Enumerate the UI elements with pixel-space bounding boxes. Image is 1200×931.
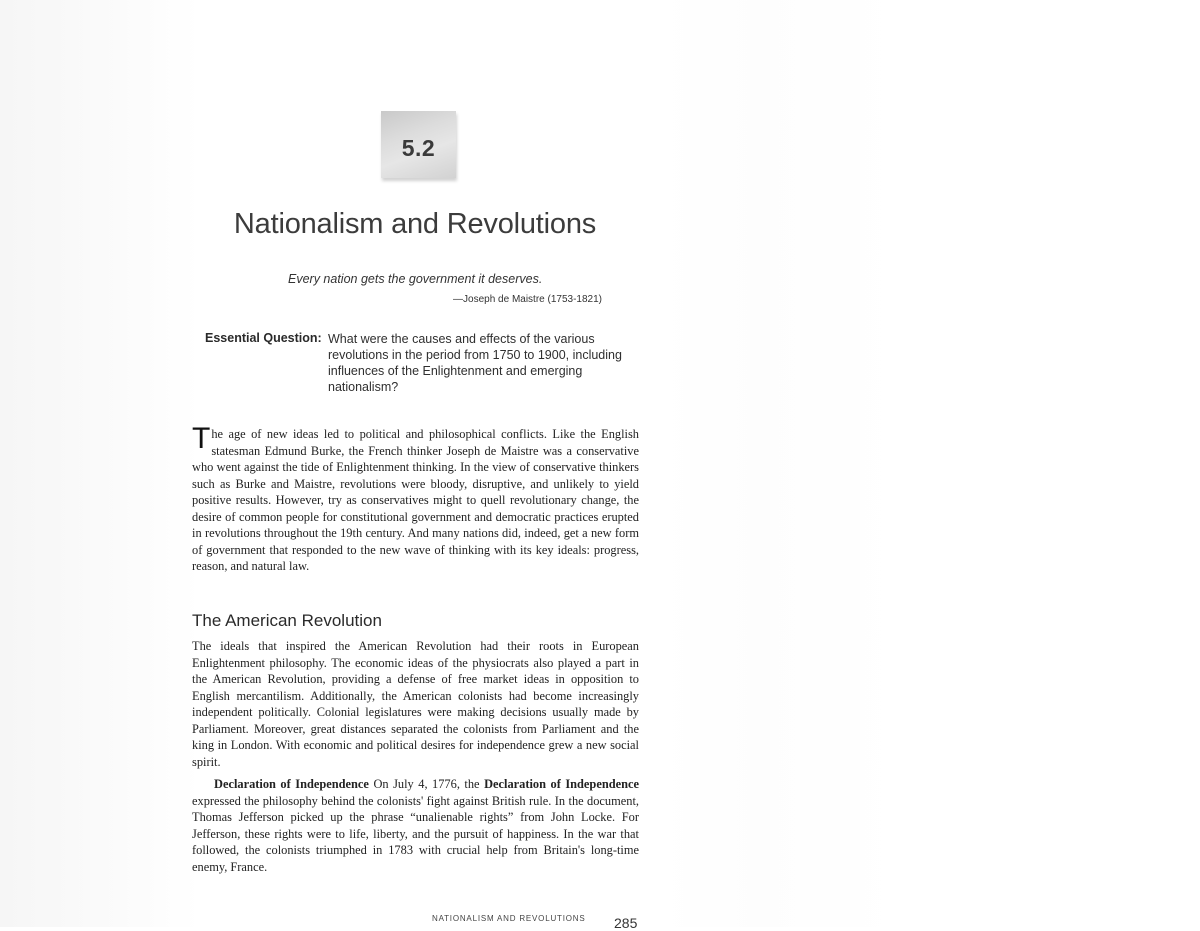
declaration-paragraph — [192, 776, 639, 875]
section-heading-american-revolution: The American Revolution — [192, 611, 382, 630]
declaration-text-after: expressed the philosophy behind the colonists' fight against British rule. In the document, Thomas Jefferson picked up the phrase “unalienable rights” from John Locke. For Jefferson, these rights were to life, liberty, and the pursuit of happiness. In the war that followed, the colonists triumphed in 1783 with crucial help from Britain's long-time enemy, France. — [192, 793, 639, 874]
page-number: 285 — [614, 915, 638, 931]
essential-question-label: Essential Question: — [205, 331, 322, 345]
chapter-title: Nationalism and Revolutions — [233, 208, 597, 240]
essential-question-text: What were the causes and effects of the various revolutions in the period from 1750 to 1900, including influences of the Enlightenment and emerging nationalism? — [328, 332, 622, 394]
declaration-key-term: Declaration of Independence — [484, 777, 639, 791]
epigraph-attribution: —Joseph de Maistre (1753-1821) — [453, 294, 602, 305]
drop-cap: T — [192, 422, 211, 455]
epigraph-quote: Every nation gets the government it deserves. — [288, 272, 543, 286]
section-number: 5.2 — [401, 135, 436, 161]
section-number-badge — [381, 111, 456, 178]
intro-paragraph-text: he age of new ideas led to political and philosophical conflicts. Like the English statesman Edmund Burke, the French thinker Joseph de Maistre was a conservative who went against the tide of Enlightenment thinking. In the view of conservative thinkers such as Burke and Maistre, revolutions were bloody, disruptive, and unlikely to yield positive results. However, try as conservatives might to quell revolutionary change, the desire of common people for constitutional government and democratic practices erupted in revolutions throughout the 19th century. And many nations did, indeed, get a new form of government that responded to the new wave of thinking with its key ideals: progress, reason, and natural law. — [192, 427, 639, 573]
running-footer: NATIONALISM AND REVOLUTIONS — [432, 914, 586, 923]
declaration-text-before: On July 4, 1776, the — [368, 777, 485, 791]
intro-paragraph — [192, 422, 639, 575]
declaration-run-in-heading: Declaration of Independence — [214, 777, 369, 791]
american-revolution-paragraph: The ideals that inspired the American Revolution had their roots in European Enlightenment philosophy. The economic ideas of the physiocrats also played a part in the American Revolution, providing a defense of free market ideas in opposition to English mercantilism. Additionally, the American colonists had become increasingly independent politically. Colonial legislatures were making decisions usually made by Parliament. Moreover, great distances separated the colonists from Parliament and the king in London. With economic and political desires for independence grew a new social spirit. — [192, 639, 639, 769]
